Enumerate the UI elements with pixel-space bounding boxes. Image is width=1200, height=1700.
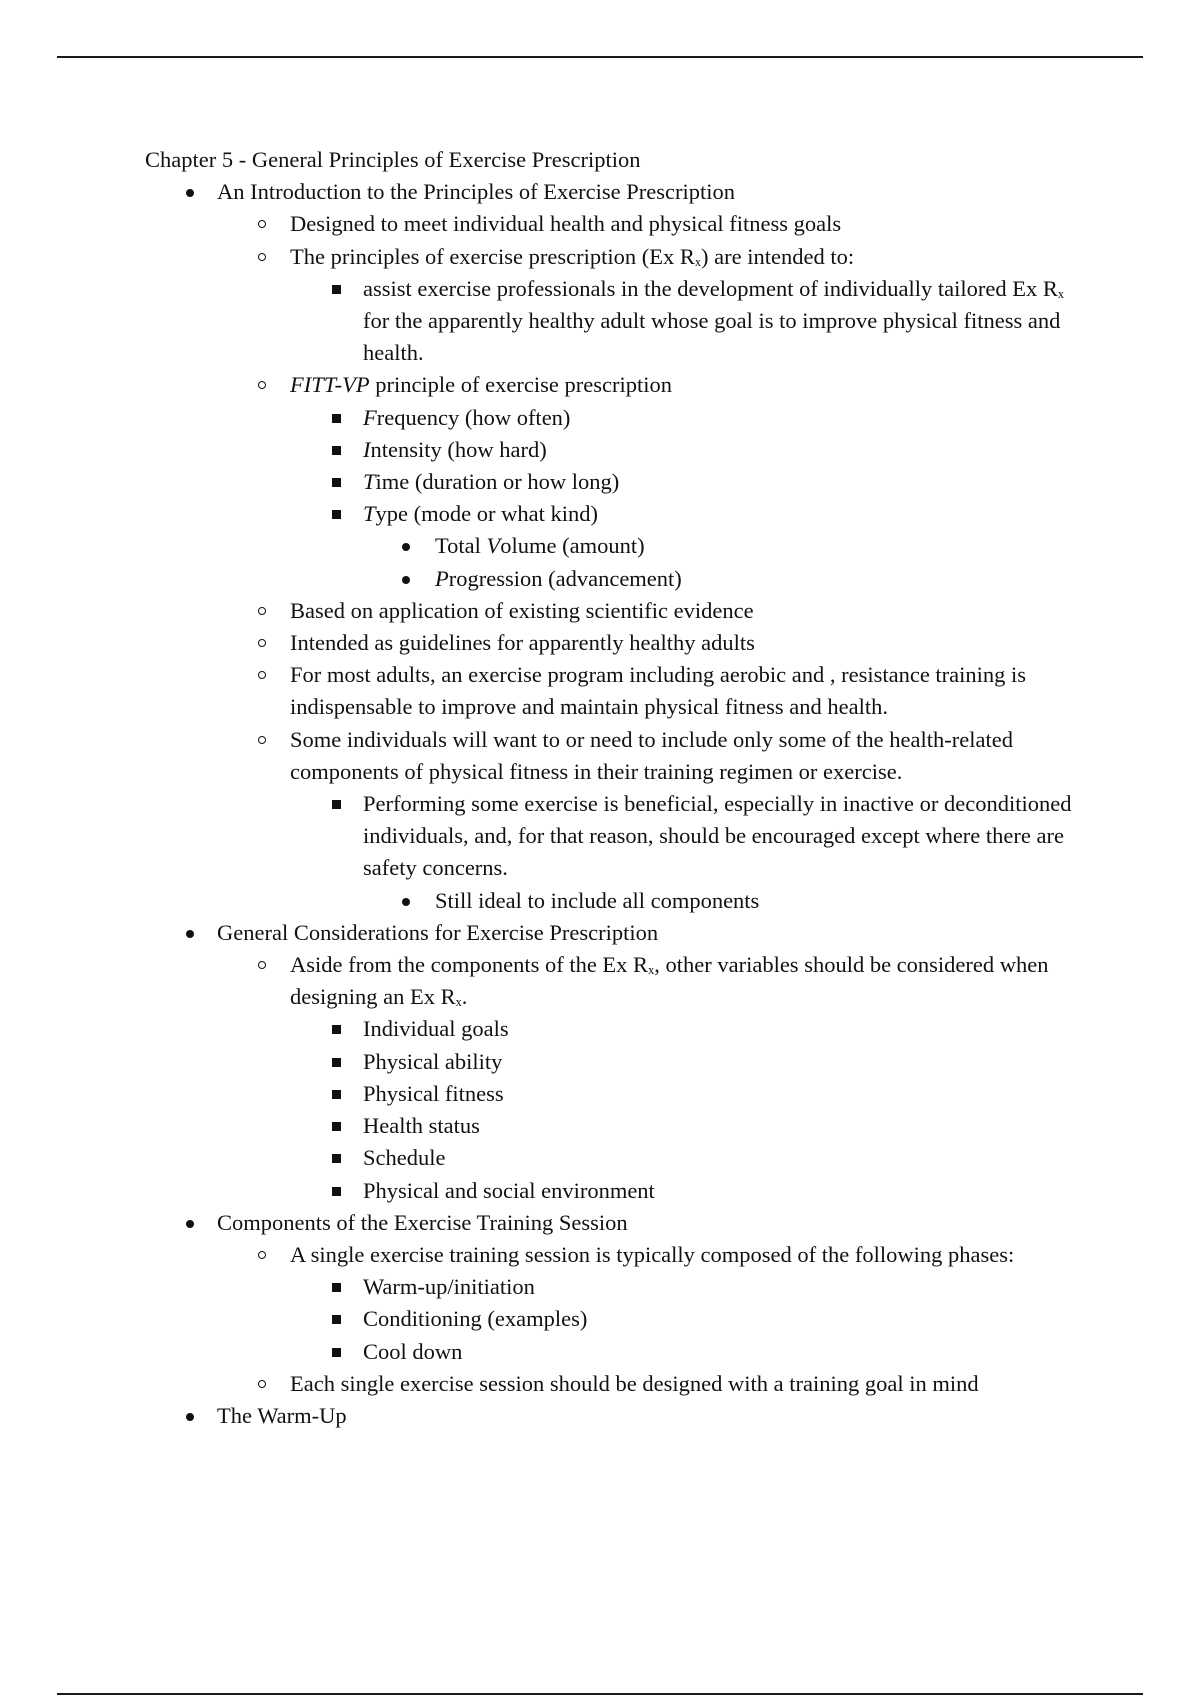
bullet-icon [186,189,194,197]
list-item: Components of the Exercise Training Session [145,1207,1095,1239]
bullet-icon [402,576,410,584]
document-body [145,144,1095,1432]
list-item: Physical ability [145,1046,1095,1078]
bullet-icon [258,381,266,389]
bullet-icon [186,1413,194,1421]
list-item: Warm-up/initiation [145,1271,1095,1303]
bullet-icon [186,1220,194,1228]
list-item: Progression (advancement) [145,563,1095,595]
page-title: Chapter 5 - General Principles of Exercise Prescription [145,147,641,172]
bullet-icon [332,1187,341,1196]
bullet-icon [332,1090,341,1099]
list-item: Physical and social environment [145,1175,1095,1207]
list-item: Aside from the components of the Ex $R_x$, other variables should be considered when designing an Ex $R_x$. [145,949,1095,1013]
list-item: Each single exercise session should be designed with a training goal in mind [145,1368,1095,1400]
bullet-icon [332,285,341,294]
bullet-icon [332,1058,341,1067]
list-item: Total Volume (amount) [145,530,1095,562]
list-item: Schedule [145,1142,1095,1174]
bullet-icon [258,253,266,261]
list-item: Conditioning (examples) [145,1303,1095,1335]
bullet-icon [332,446,341,455]
bullet-icon [332,414,341,423]
bullet-icon [186,930,194,938]
list-item: An Introduction to the Principles of Exercise Prescription [145,176,1095,208]
list-item: Physical fitness [145,1078,1095,1110]
top-rule [57,56,1143,58]
list-item: Intended as guidelines for apparently healthy adults [145,627,1095,659]
list-item: Frequency (how often) [145,402,1095,434]
bullet-icon [332,1122,341,1131]
list-item: Type (mode or what kind) [145,498,1095,530]
list-item: FITT-VP principle of exercise prescription [145,369,1095,401]
bullet-icon [258,961,266,969]
bullet-icon [258,639,266,647]
list-item: For most adults, an exercise program including aerobic and , resistance training is indispensable to improve and maintain physical fitness and health. [145,659,1095,723]
list-item: Individual goals [145,1013,1095,1045]
bullet-icon [332,1025,341,1034]
list-item: Health status [145,1110,1095,1142]
list-item: A single exercise training session is typically composed of the following phases: [145,1239,1095,1271]
list-item: General Considerations for Exercise Prescription [145,917,1095,949]
list-item: Still ideal to include all components [145,885,1095,917]
bullet-icon [258,736,266,744]
bullet-icon [402,898,410,906]
bullet-icon [332,1154,341,1163]
bullet-icon [258,671,266,679]
bullet-icon [332,800,341,809]
bullet-icon [332,1348,341,1357]
list-item: Cool down [145,1336,1095,1368]
list-item: The principles of exercise prescription (Ex $R_x$) are intended to: [145,241,1095,273]
bullet-icon [258,607,266,615]
list-item: Some individuals will want to or need to include only some of the health-related components of physical fitness in their training regimen or exercise. [145,724,1095,788]
list-item: Intensity (how hard) [145,434,1095,466]
list-item: Based on application of existing scientific evidence [145,595,1095,627]
bullet-icon [332,1315,341,1324]
bullet-icon [332,510,341,519]
bullet-icon [332,1283,341,1292]
bullet-icon [258,1380,266,1388]
list-item: assist exercise professionals in the development of individually tailored Ex $R_x$ for the apparently healthy adult whose goal is to improve physical fitness and health. [145,273,1095,370]
list-item: The Warm-Up [145,1400,1095,1432]
bullet-icon [332,478,341,487]
bullet-icon [258,1251,266,1259]
bullet-icon [402,543,410,551]
list-item: Performing some exercise is beneficial, especially in inactive or deconditioned individuals, and, for that reason, should be encouraged except where there are safety concerns. [145,788,1095,885]
list-item: Time (duration or how long) [145,466,1095,498]
list-item: Designed to meet individual health and physical fitness goals [145,208,1095,240]
bullet-icon [258,220,266,228]
bottom-rule [57,1693,1143,1695]
